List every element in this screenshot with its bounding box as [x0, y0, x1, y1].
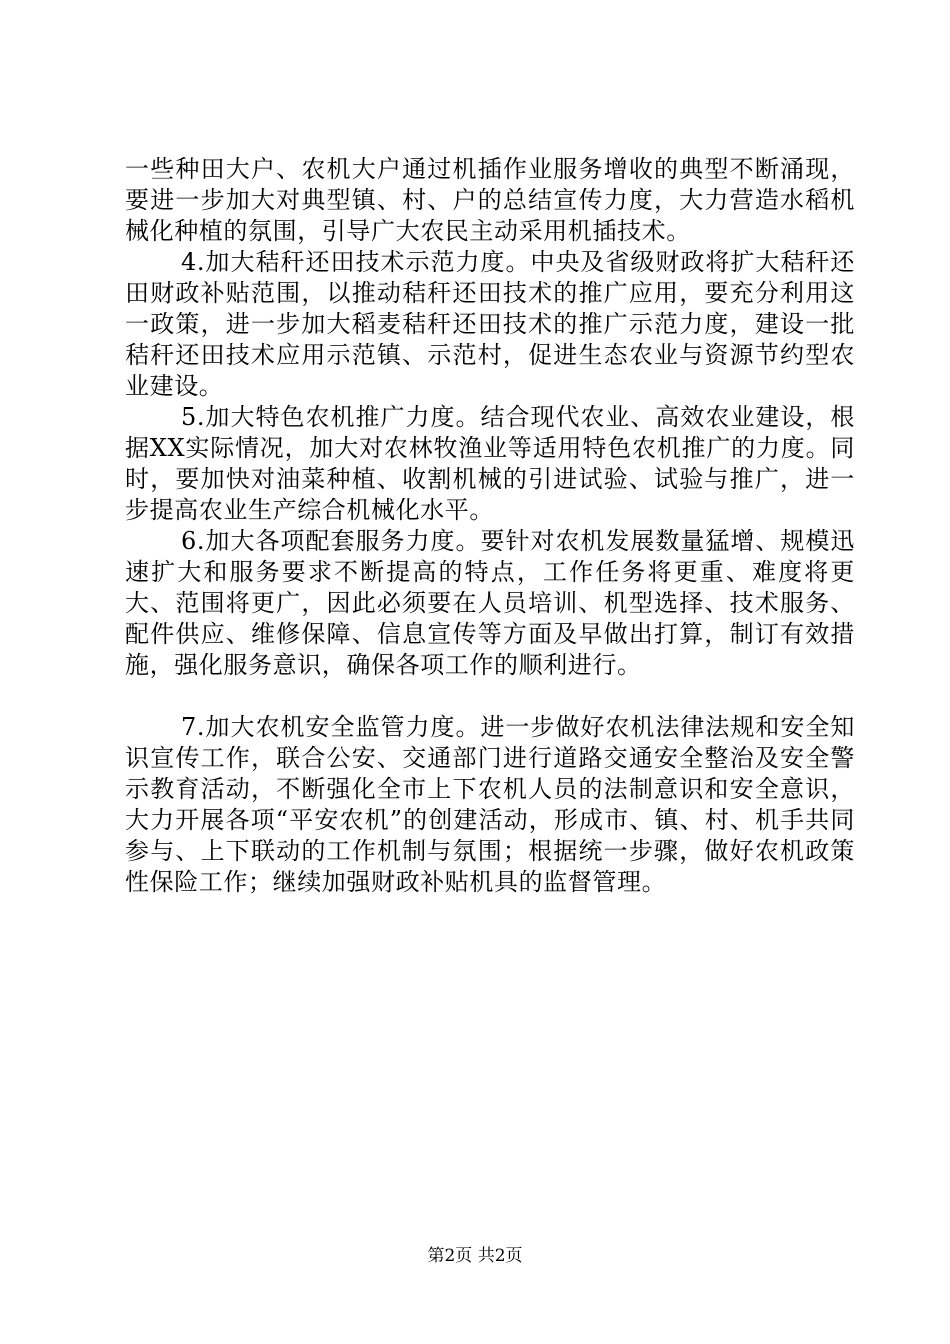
paragraph-item-5: 5.加大特色农机推广力度。结合现代农业、高效农业建设，根据XX实际情况，加大对农林牧渔业等适用特色农机推广的力度。同时，要加快对油菜种植、收割机械的引进试验、试验与推广，进一步提高农业生产综合机械化水平。 — [125, 403, 855, 524]
paragraph-continuation: 一些种田大户、农机大户通过机插作业服务增收的典型不断涌现，要进一步加大对典型镇、村、户的总结宣传力度，大力营造水稻机械化种植的氛围，引导广大农民主动采用机插技术。 — [125, 155, 855, 245]
paragraph-item-6: 6.加大各项配套服务力度。要针对农机发展数量猛增、规模迅速扩大和服务要求不断提高的特点，工作任务将更重、难度将更大、范围将更广，因此必须要在人员培训、机型选择、技术服务、配件供应、维修保障、信息宣传等方面及早做出打算，制订有效措施，强化服务意识，确保各项工作的顺利进行。 — [125, 527, 855, 679]
paragraph-item-4: 4.加大秸秆还田技术示范力度。中央及省级财政将扩大秸秆还田财政补贴范围，以推动秸秆还田技术的推广应用，要充分利用这一政策，进一步加大稻麦秸秆还田技术的推广示范力度，建设一批秸秆还田技术应用示范镇、示范村，促进生态农业与资源节约型农业建设。 — [125, 248, 855, 400]
page-number-footer: 第2页 共2页 — [427, 1246, 523, 1266]
document-body — [125, 154, 855, 898]
paragraph-item-7: 7.加大农机安全监管力度。进一步做好农机法律法规和安全知识宣传工作，联合公安、交通部门进行道路交通安全整治及安全警示教育活动，不断强化全市上下农机人员的法制意识和安全意识，大力开展各项“平安农机”的创建活动，形成市、镇、村、机手共同参与、上下联动的工作机制与氛围；根据统一步骤，做好农机政策性保险工作；继续加强财政补贴机具的监督管理。 — [125, 713, 855, 896]
